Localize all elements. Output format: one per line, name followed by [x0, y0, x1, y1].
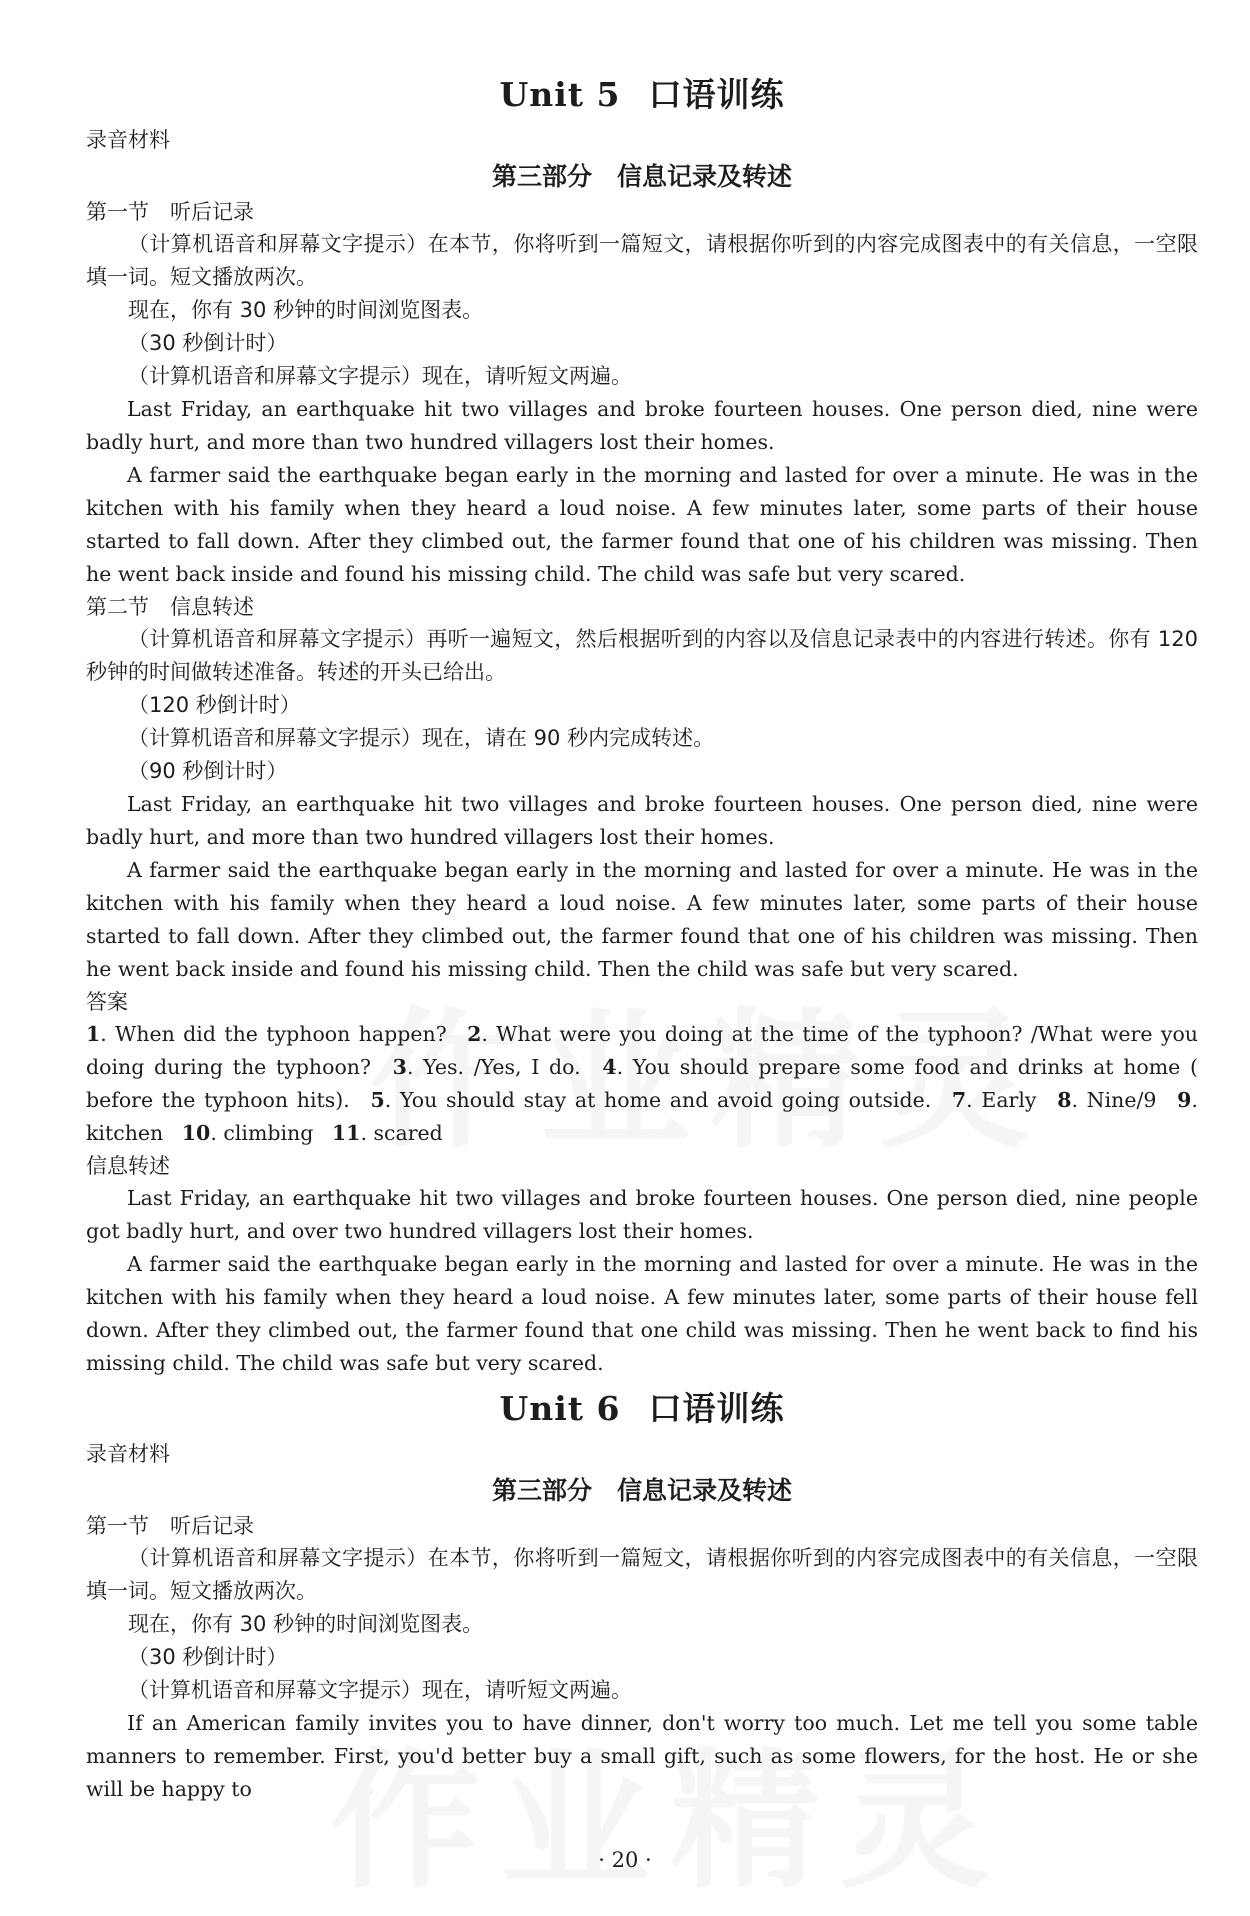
- answer-item: 9. kitchen: [86, 1088, 1198, 1145]
- answer-item: 10. climbing: [181, 1121, 314, 1145]
- unit5-s1-passage-2: A farmer said the earthquake began early in the morning and lasted for over a minute. He was in the kitchen with his family when they heard a loud noise. A few minutes later, some parts of their house started to fall down. After they climbed out, the farmer found that one of his children was missing. Then he went back inside and found his missing child. The child was safe but very scared.: [86, 463, 1198, 586]
- unit5-s2-instruction: （计算机语音和屏幕文字提示）再听一遍短文，然后根据听到的内容以及信息记录表中的内容进行转述。你有 120 秒钟的时间做转述准备。转述的开头已给出。: [86, 627, 1198, 684]
- unit5-part-title: 第三部分 信息记录及转述: [491, 162, 792, 191]
- unit6-section1-title: 第一节 听后记录: [86, 1514, 254, 1538]
- unit6-title: [86, 1386, 1198, 1432]
- unit5-s2-passage-1: Last Friday, an earthquake hit two villages and broke fourteen houses. One person died, nine were badly hurt, and more than two hundred villagers lost their homes.: [86, 792, 1198, 849]
- unit6-s1-countdown: （30 秒倒计时）: [128, 1645, 288, 1669]
- unit5-s1-preview: 现在，你有 30 秒钟的时间浏览图表。: [128, 298, 484, 322]
- unit5-recording-label: 录音材料: [86, 128, 170, 152]
- answer-item: 3. Yes. /Yes, I do.: [392, 1055, 581, 1079]
- document-page: [86, 72, 1198, 1806]
- answer-item: 11. scared: [331, 1121, 443, 1145]
- answer-item: 7. Early: [951, 1088, 1037, 1112]
- answers-list: [86, 1018, 1198, 1150]
- unit6-part-title: 第三部分 信息记录及转述: [491, 1476, 792, 1505]
- page-number: · 20 ·: [598, 1848, 652, 1872]
- unit5-s2-passage-2: A farmer said the earthquake began early in the morning and lasted for over a minute. He was in the kitchen with his family when they heard a loud noise. A few minutes later, some parts of their house started to fall down. After they climbed out, the farmer found that one of his children was missing. Then he went back inside and found his missing child. Then the child was safe but very scared.: [86, 858, 1198, 981]
- unit6-s1-preview: 现在，你有 30 秒钟的时间浏览图表。: [128, 1612, 484, 1636]
- unit5-s1-passage-1: Last Friday, an earthquake hit two villages and broke fourteen houses. One person died, nine were badly hurt, and more than two hundred villagers lost their homes.: [86, 397, 1198, 454]
- unit5-s1-listen: （计算机语音和屏幕文字提示）现在，请听短文两遍。: [128, 364, 632, 388]
- unit5-s1-countdown: （30 秒倒计时）: [128, 331, 288, 355]
- answer-item: 5. You should stay at home and avoid going outside.: [370, 1088, 932, 1112]
- unit6-s1-listen: （计算机语音和屏幕文字提示）现在，请听短文两遍。: [128, 1678, 632, 1702]
- retell-label: 信息转述: [86, 1154, 170, 1178]
- unit5-section2-title: 第二节 信息转述: [86, 595, 254, 619]
- unit5-s1-instruction: （计算机语音和屏幕文字提示）在本节，你将听到一篇短文，请根据你听到的内容完成图表中的有关信息，一空限填一词。短文播放两次。: [86, 232, 1198, 289]
- retell-passage-2: A farmer said the earthquake began early in the morning and lasted for over a minute. He was in the kitchen with his family when they heard a loud noise. A few minutes later, some parts of their house fell down. After they climbed out, the farmer found that one child was missing. Then he went back to find his missing child. The child was safe but very scared.: [86, 1252, 1198, 1375]
- answer-item: 4. You should prepare some food and drinks at home ( before the typhoon hits).: [86, 1055, 1198, 1112]
- unit5-s2-retell-instruction: （计算机语音和屏幕文字提示）现在，请在 90 秒内完成转述。: [128, 726, 715, 750]
- unit6-s1-instruction: （计算机语音和屏幕文字提示）在本节，你将听到一篇短文，请根据你听到的内容完成图表中的有关信息，一空限填一词。短文播放两次。: [86, 1546, 1198, 1603]
- answer-item: 2. What were you doing at the time of the typhoon? /What were you doing during the typhoon?: [86, 1022, 1198, 1079]
- unit5-s2-countdown-120: （120 秒倒计时）: [128, 693, 301, 717]
- unit5-title-name: 口语训练: [648, 75, 785, 114]
- answer-item: 1. When did the typhoon happen?: [86, 1022, 447, 1046]
- unit5-section1-title: 第一节 听后记录: [86, 200, 254, 224]
- unit5-title: [86, 72, 1198, 118]
- answer-item: 8. Nine/9: [1057, 1088, 1157, 1112]
- unit6-recording-label: 录音材料: [86, 1442, 170, 1466]
- answers-label: 答案: [86, 990, 128, 1014]
- unit5-s2-countdown-90: （90 秒倒计时）: [128, 759, 288, 783]
- unit6-title-unit: Unit 6: [499, 1389, 621, 1428]
- unit6-s1-passage-1: If an American family invites you to have dinner, don't worry too much. Let me tell you some table manners to remember. First, you'd better buy a small gift, such as some flowers, for the host. He or she will be happy to: [86, 1711, 1198, 1801]
- unit6-title-name: 口语训练: [648, 1389, 785, 1428]
- retell-passage-1: Last Friday, an earthquake hit two villages and broke fourteen houses. One person died, nine people got badly hurt, and over two hundred villagers lost their homes.: [86, 1186, 1198, 1243]
- unit5-title-unit: Unit 5: [499, 75, 621, 114]
